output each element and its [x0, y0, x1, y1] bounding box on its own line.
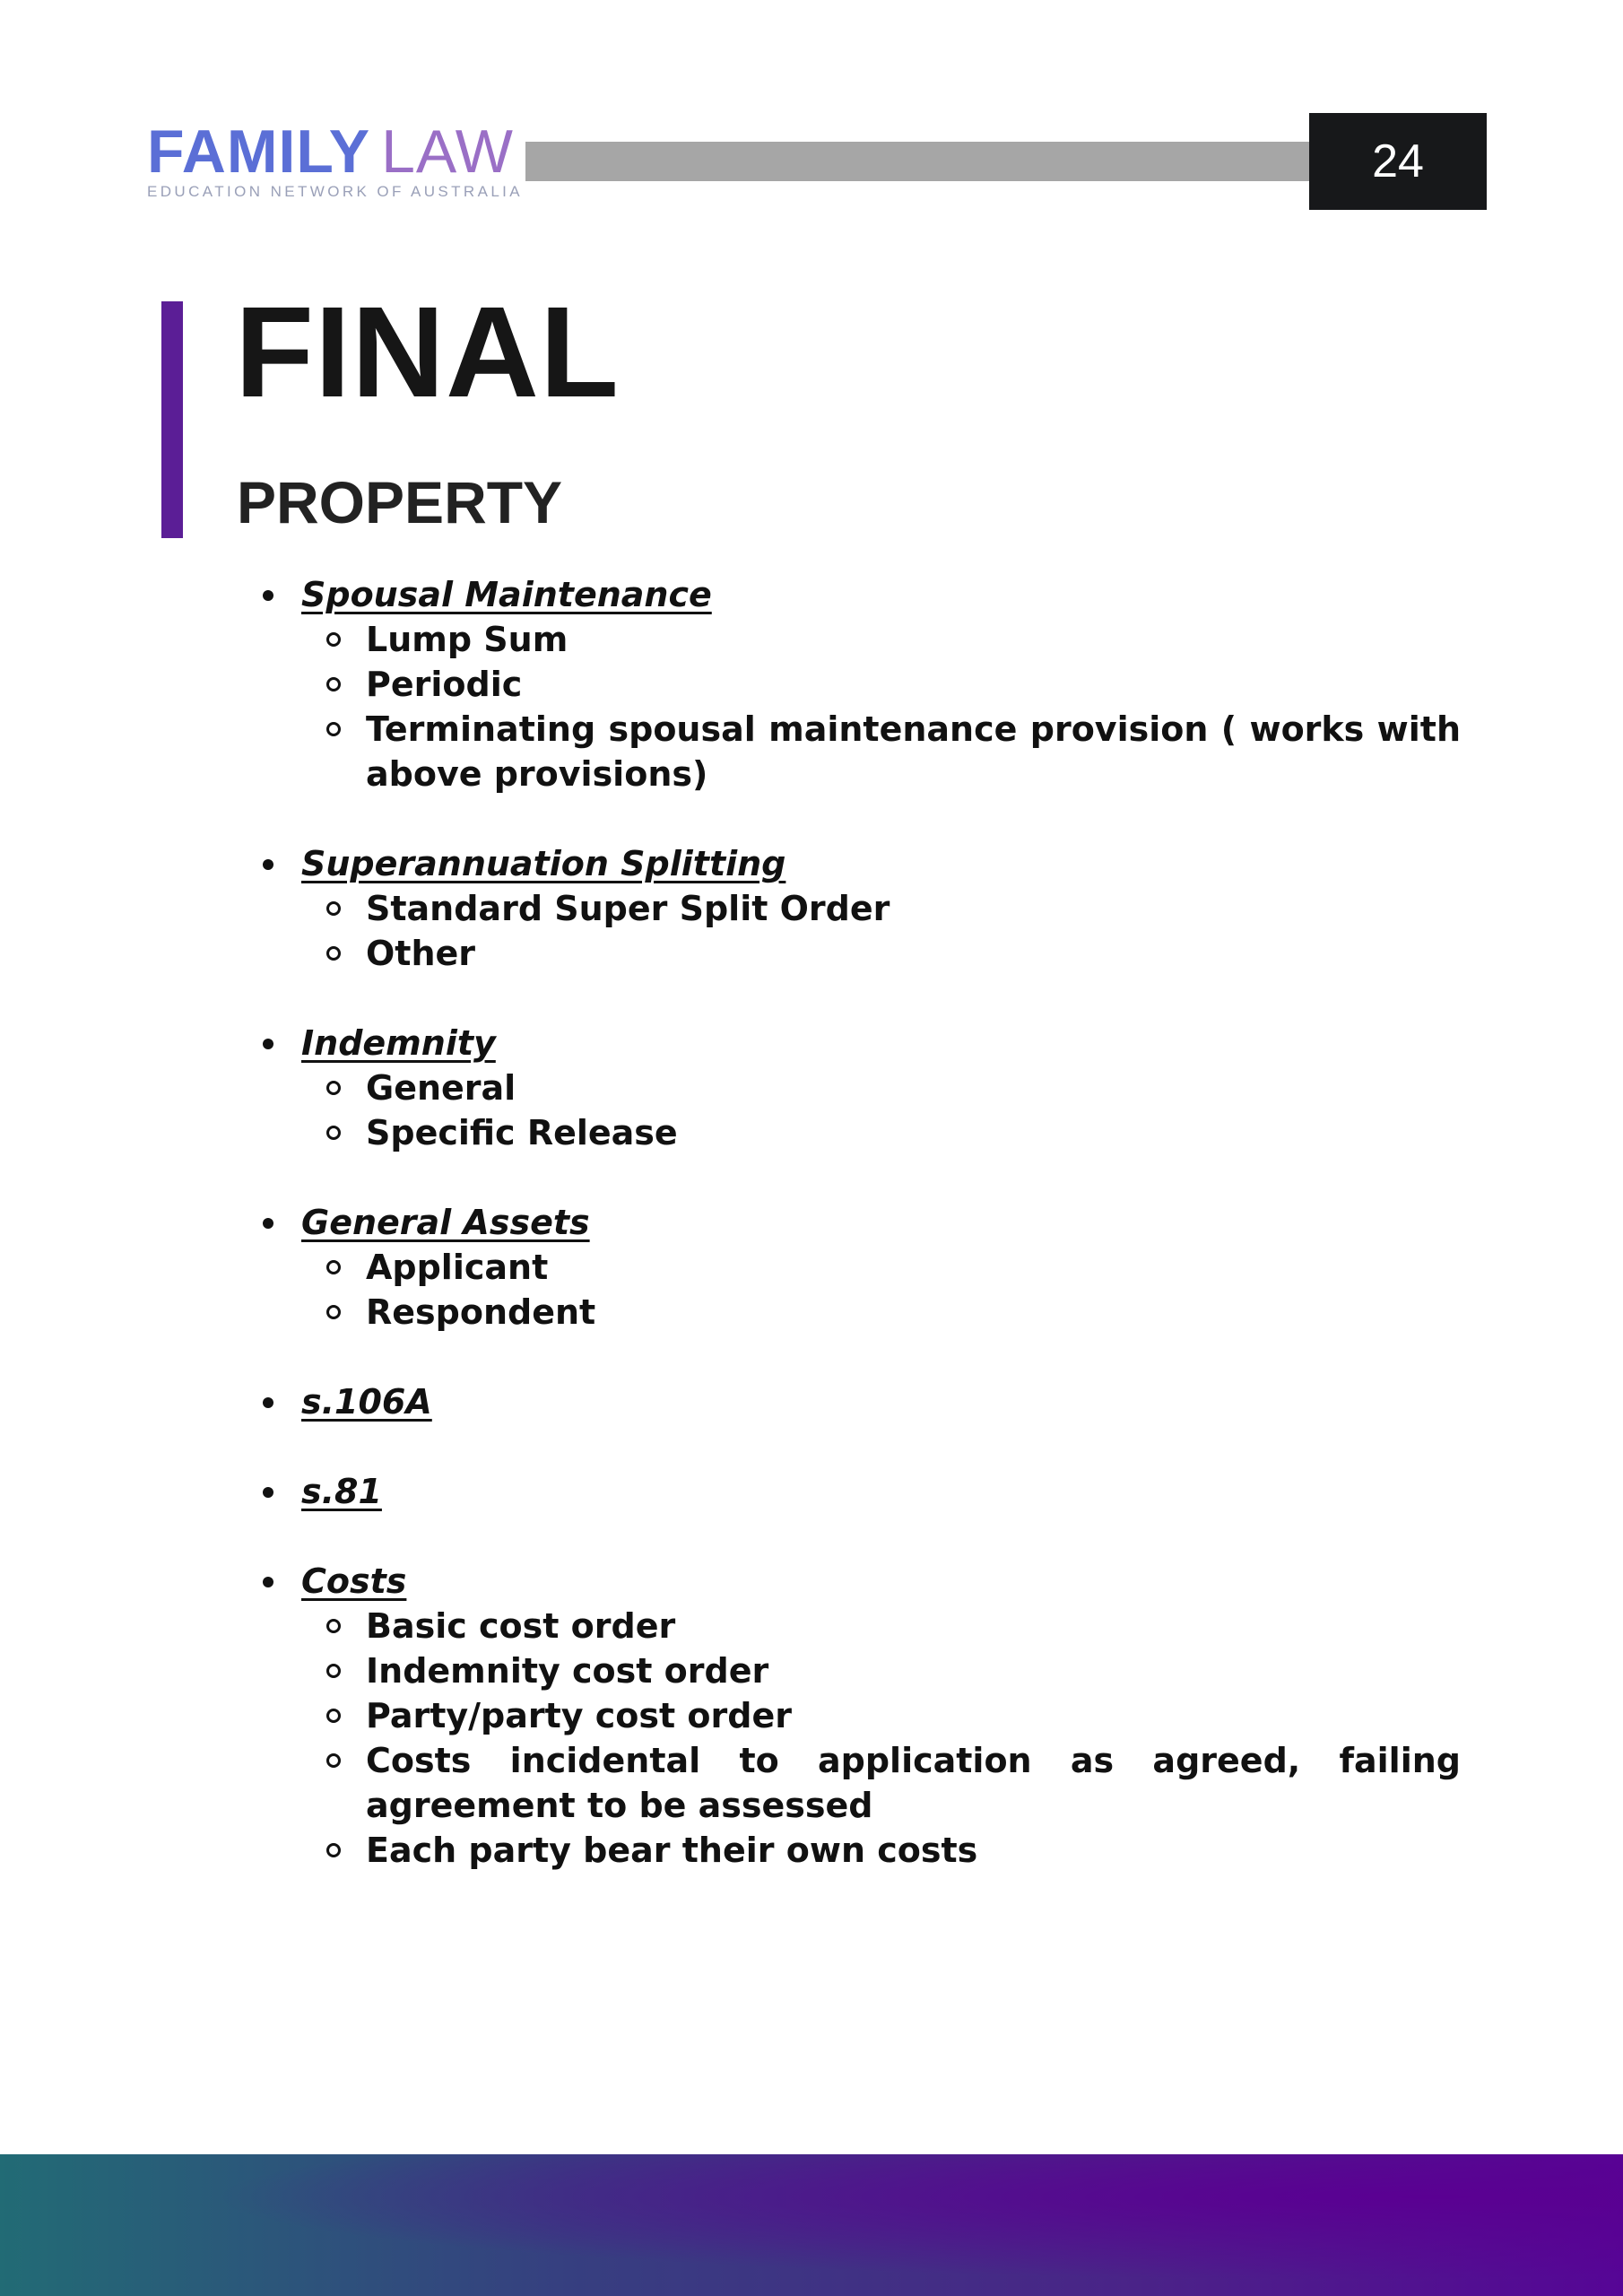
hollow-bullet-icon	[326, 1709, 341, 1723]
section-heading: Spousal Maintenance	[301, 575, 712, 614]
page-title: FINAL	[235, 280, 620, 424]
hollow-bullet-icon	[326, 1081, 341, 1095]
section-heading: Superannuation Splitting	[301, 844, 786, 883]
section-indemnity	[255, 1021, 1461, 1155]
list-item-text: Lump Sum	[366, 620, 568, 659]
section-s81	[255, 1469, 1461, 1514]
page-number: 24	[1309, 113, 1487, 210]
list-item	[301, 1290, 1461, 1335]
orders-outline	[255, 572, 1461, 1873]
list-item	[301, 1604, 1461, 1648]
hollow-bullet-icon	[326, 1260, 341, 1274]
list-item	[301, 1065, 1461, 1110]
hollow-bullet-icon	[326, 722, 341, 736]
logo-word-family: FAMILY	[147, 117, 371, 186]
hollow-bullet-icon	[326, 1619, 341, 1633]
header-divider-bar	[525, 142, 1309, 181]
list-item-text: Each party bear their own costs	[366, 1831, 978, 1870]
list-item	[301, 1693, 1461, 1738]
section-heading: s.81	[301, 1472, 382, 1511]
list-item-text: Costs incidental to application as agreed, failing agreement to be assessed	[366, 1741, 1461, 1825]
list-item-text: Terminating spousal maintenance provision ( works with above provisions)	[366, 709, 1461, 794]
section-costs	[255, 1559, 1461, 1873]
list-item-text: Indemnity cost order	[366, 1651, 769, 1691]
logo-word-law: LAW	[381, 117, 514, 186]
list-item-text: Party/party cost order	[366, 1696, 792, 1735]
list-item-text: General	[366, 1068, 516, 1108]
footer-gradient-band	[0, 2154, 1623, 2296]
section-general-assets	[255, 1200, 1461, 1335]
sub-list	[301, 617, 1461, 796]
list-item	[301, 707, 1461, 796]
list-item-text: Specific Release	[366, 1113, 678, 1152]
list-item-text: Other	[366, 934, 476, 973]
hollow-bullet-icon	[326, 632, 341, 647]
hollow-bullet-icon	[326, 1126, 341, 1140]
section-s106a	[255, 1379, 1461, 1424]
list-item-text: Respondent	[366, 1292, 596, 1332]
list-item	[301, 617, 1461, 662]
hollow-bullet-icon	[326, 946, 341, 961]
hollow-bullet-icon	[326, 1843, 341, 1857]
bullet-icon	[263, 590, 273, 601]
logo-wordmark	[147, 117, 524, 186]
title-accent-bar	[161, 301, 183, 538]
section-spousal-maintenance	[255, 572, 1461, 796]
bullet-icon	[263, 1218, 273, 1229]
hollow-bullet-icon	[326, 1305, 341, 1319]
family-law-logo	[147, 117, 524, 201]
bullet-icon	[263, 1577, 273, 1587]
list-item-text: Applicant	[366, 1248, 549, 1287]
sub-list	[301, 1245, 1461, 1335]
list-item	[301, 931, 1461, 976]
list-item	[301, 1738, 1461, 1828]
section-superannuation-splitting	[255, 841, 1461, 976]
list-item	[301, 662, 1461, 707]
sub-list	[301, 1604, 1461, 1873]
list-item-text: Standard Super Split Order	[366, 889, 890, 928]
list-item	[301, 1648, 1461, 1693]
list-item-text: Basic cost order	[366, 1606, 676, 1646]
sub-list	[301, 1065, 1461, 1155]
hollow-bullet-icon	[326, 1753, 341, 1768]
list-item	[301, 1110, 1461, 1155]
section-heading: s.106A	[301, 1382, 432, 1422]
logo-tagline: EDUCATION NETWORK OF AUSTRALIA	[147, 183, 524, 200]
list-item	[301, 1828, 1461, 1873]
hollow-bullet-icon	[326, 677, 341, 691]
list-item	[301, 1245, 1461, 1290]
hollow-bullet-icon	[326, 901, 341, 916]
section-heading: Costs	[301, 1561, 407, 1601]
list-item	[301, 886, 1461, 931]
page-subtitle: PROPERTY	[237, 469, 563, 535]
section-heading: General Assets	[301, 1203, 590, 1242]
section-heading: Indemnity	[301, 1023, 496, 1063]
bullet-icon	[263, 1397, 273, 1408]
bullet-icon	[263, 1487, 273, 1498]
sub-list	[301, 886, 1461, 976]
hollow-bullet-icon	[326, 1664, 341, 1678]
bullet-icon	[263, 1039, 273, 1049]
bullet-icon	[263, 859, 273, 870]
list-item-text: Periodic	[366, 665, 523, 704]
